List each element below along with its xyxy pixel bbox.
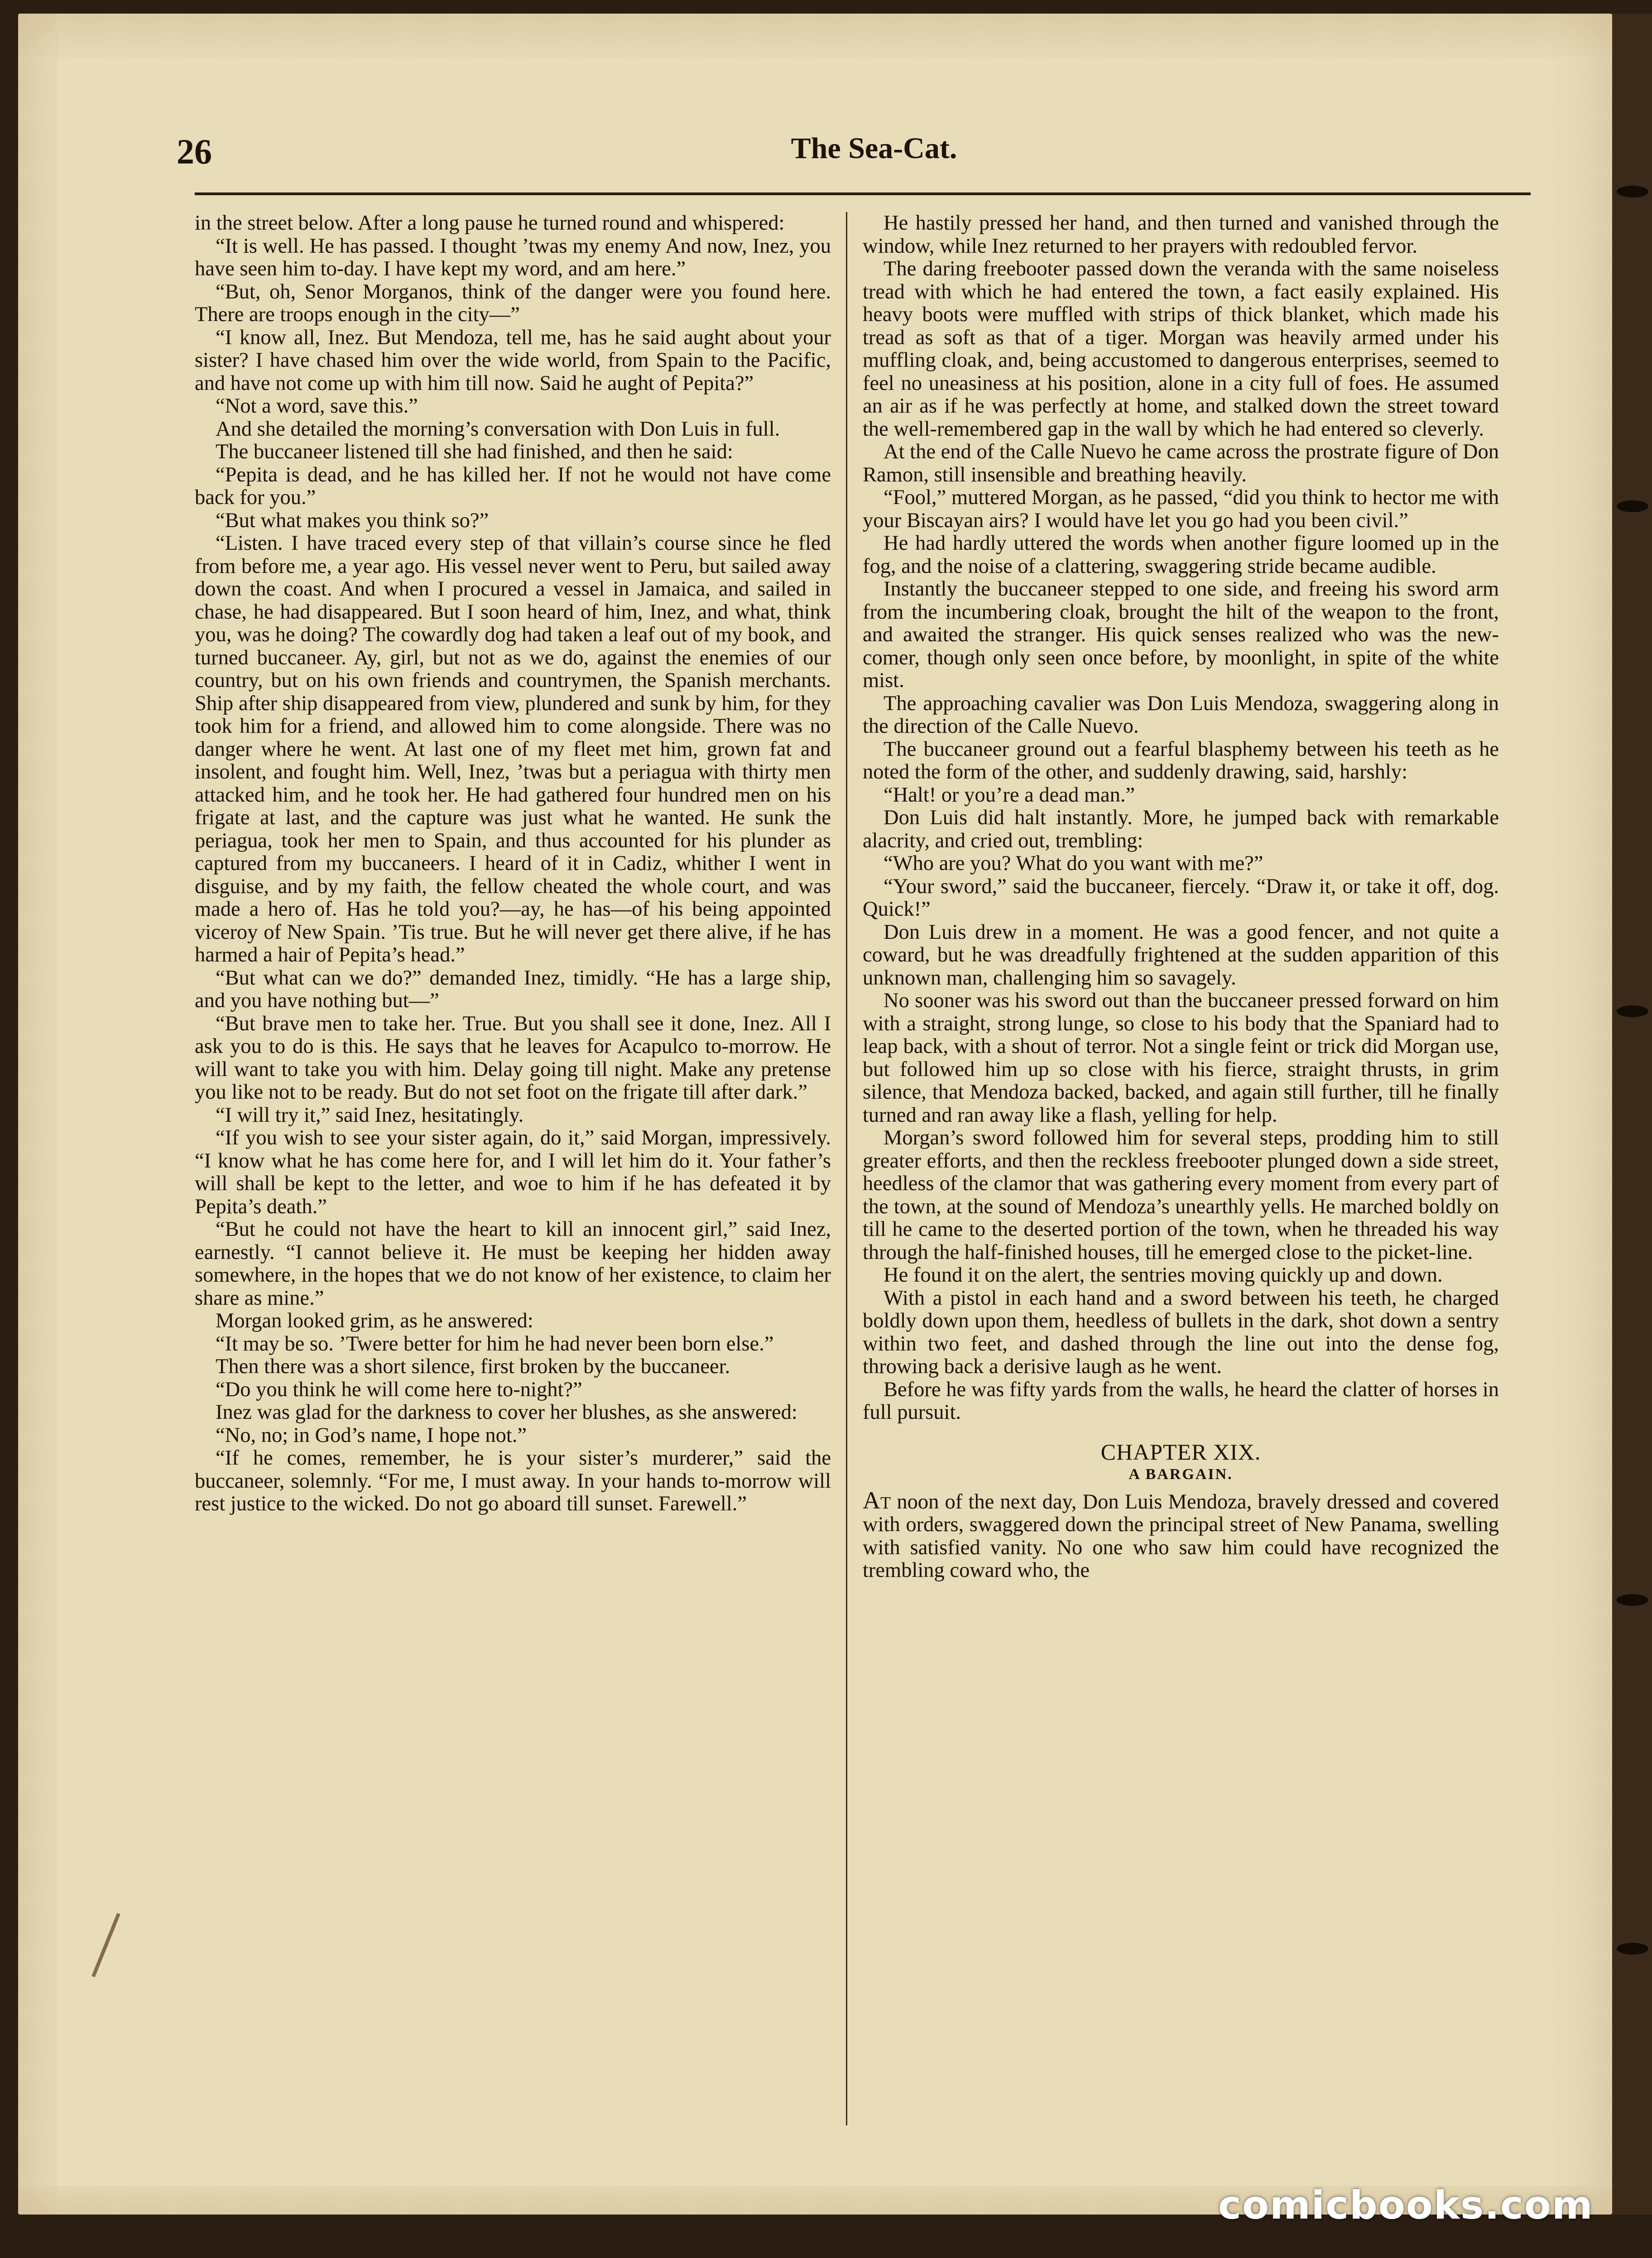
paragraph: He hastily pressed her hand, and then turned and vanished through the window, while Inez returned to her prayers with redoubled fervor. [863,212,1499,258]
paragraph: And she detailed the morning’s conversation with Don Luis in full. [216,417,780,441]
binding-stitch [1617,1943,1648,1955]
paragraph: “But what makes you think so?” [216,509,489,532]
binding-stitch [1617,1594,1648,1606]
paragraph: “But what can we do?” demanded Inez, timidly. “He has a large ship, and you have nothing but—” [195,966,831,1012]
paragraph: Instantly the buccaneer stepped to one side, and freeing his sword arm from the incumbering cloak, brought the hilt of the weapon to the front, and awaited the stranger. His quick senses realized who was the new-comer, though only seen once before, by moonlight, in spite of the white mist. [863,577,1499,692]
paragraph: Don Luis did halt instantly. More, he jumped back with remarkable alacrity, and cried out, trembling: [863,806,1499,852]
paragraph: “Who are you? What do you want with me?” [884,852,1263,875]
left-column [195,212,831,2125]
watermark: comicbooks.com [1218,2183,1594,2228]
paragraph: “Halt! or you’re a dead man.” [884,783,1135,807]
chapter-opening-paragraph [863,1486,1499,1582]
column-divider [846,212,847,2125]
opening-word: At [863,1486,891,1514]
paragraph: “But, oh, Senor Morganos, think of the danger were you found here. There are troops enough in the city—” [195,280,831,326]
paragraph: Before he was fifty yards from the walls, he heard the clatter of horses in full pursuit. [863,1378,1499,1424]
paragraph: “It may be so. ’Twere better for him he had never been born else.” [216,1332,774,1355]
opening-text: noon of the next day, Don Luis Mendoza, bravely dressed and covered with orders, swaggered down the principal street of New Panama, swelling with satisfied vanity. No one who saw him could have recognized the trembling coward who, the [863,1490,1499,1582]
paragraph: “If he comes, remember, he is your sister’s murderer,” said the buccaneer, solemnly. “For me, I must away. In your hands to-morrow will rest justice to the wicked. Do not go aboard till sunset. Farewell.” [195,1446,831,1515]
paragraph: The daring freebooter passed down the veranda with the same noiseless tread with which he had entered the town, a fact easily explained. His heavy boots were muffled with strips of thick blanket, which made his tread as soft as that of a tiger. Morgan was heavily armed under his muffling cloak, and, being accustomed to dangerous enterprises, seemed to feel no uneasiness at his position, alone in a city full of foes. He assumed an air as if he was perfectly at home, and stalked down the street toward the well-remembered gap in the wall by which he had entered so cleverly. [863,257,1499,441]
header-rule [195,192,1531,195]
paragraph: He found it on the alert, the sentries moving quickly up and down. [884,1264,1443,1287]
paragraph: With a pistol in each hand and a sword between his teeth, he charged boldly down upon them, heedless of bullets in the dark, shot down a sentry within two feet, and dashed through the line out into the dense fog, throwing back a derisive laugh as he went. [863,1286,1499,1378]
paragraph: “I will try it,” said Inez, hesitatingly. [216,1103,524,1127]
paragraph: “But he could not have the heart to kill an innocent girl,” said Inez, earnestly. “I cannot believe it. He must be keeping her hidden away somewhere, in the hopes that we do not know of her existence, to claim her share as mine.” [195,1218,831,1310]
paragraph: “But brave men to take her. True. But you shall see it done, Inez. All I ask you to do is this. He says that he leaves for Acapulco to-morrow. He will want to take you with him. Delay going till night. Make any pretense you like not to be ready. But do not set foot on the frigate till after dark.” [195,1012,831,1104]
right-column [863,212,1499,2125]
chapter-title: CHAPTER XIX. [1100,1439,1261,1465]
binding-stitch [1617,186,1648,197]
binding-stitch [1617,1005,1648,1017]
paragraph: “Pepita is dead, and he has killed her. If not he would not have come back for you.” [195,463,831,509]
paragraph: in the street below. After a long pause he turned round and whispered: [195,212,785,235]
page-header [177,131,1571,172]
page-number: 26 [177,132,212,171]
paragraph: “If you wish to see your sister again, do it,” said Morgan, impressively. “I know what he has come here for, and I will let him do it. Your father’s will shall be kept to the letter, and woe to him if he has defeated it by Pepita’s death.” [195,1126,831,1218]
pencil-mark [91,1913,120,1977]
paragraph: Then there was a short silence, first broken by the buccaneer. [216,1355,730,1378]
paragraph: No sooner was his sword out than the buccaneer pressed forward on him with a straight, strong lunge, so close to his body that the Spaniard had to leap back, with a shout of terror. Not a single feint or trick did Morgan use, but followed him up so close with his fierce, straight thrusts, in grim silence, that Mendoza backed, backed, and again still further, till he finally turned and ran away like a flash, yelling for help. [863,989,1499,1127]
paragraph: The buccaneer ground out a fearful blasphemy between his teeth as he noted the form of the other, and suddenly drawing, said, harshly: [863,737,1499,783]
binding-stitch [1617,500,1648,512]
paragraph: “Do you think he will come here to-night?” [216,1378,582,1401]
running-title: The Sea-Cat. [791,132,957,165]
paragraph: Morgan looked grim, as he answered: [216,1309,533,1332]
paragraph: Inez was glad for the darkness to cover her blushes, as she answered: [216,1401,797,1424]
paragraph: At the end of the Calle Nuevo he came across the prostrate figure of Don Ramon, still insensible and breathing heavily. [863,440,1499,486]
paragraph: “It is well. He has passed. I thought ’twas my enemy And now, Inez, you have seen him to-day. I have kept my word, and am here.” [195,234,831,280]
paragraph: “I know all, Inez. But Mendoza, tell me, has he said aught about your sister? I have chased him over the wide world, from Spain to the Pacific, and have not come up with him till now. Said he aught of Pepita?” [195,326,831,395]
paragraph: Morgan’s sword followed him for several steps, prodding him to still greater efforts, and then the reckless freebooter plunged down a side street, heedless of the clamor that was gathering every moment from every part of the town, at the sound of Mendoza’s unearthly yells. He marched boldly on till he came to the deserted portion of the town, when he threaded his way through the half-finished houses, till he emerged close to the picket-line. [863,1126,1499,1264]
paragraph: “Listen. I have traced every step of that villain’s course since he fled from before me, a year ago. His vessel never went to Peru, but sailed away down the coast. And when I procured a vessel in Jamaica, and sailed in chase, he had disappeared. But I soon heard of him, Inez, and what, think you, was he doing? The cowardly dog had taken a leaf out of my book, and turned buccaneer. Ay, girl, but not as we do, against the enemies of our country, but on his own friends and countrymen, the Spanish merchants. Ship after ship disappeared from view, plundered and sunk by him, for they took him for a friend, and allowed him to come alongside. There was no danger where he went. At last one of my fleet met him, grown fat and insolent, and fought him. Well, Inez, ’twas but a periagua with thirty men attacked him, and he took her. He had gathered four hundred men on his frigate at last, and the capture was just what he wanted. He sunk the periagua, took her men to Spain, and thus accounted for his plunder as captured from my buccaneers. I heard of it in Cadiz, whither I went in disguise, and by my faith, the fellow cheated the whole court, and was made a hero of. Has he told you?—ay, he has—of his being appointed viceroy of New Spain. ’Tis true. But he will never get there alive, if he has harmed a hair of Pepita’s head.” [195,532,831,966]
paragraph: “Fool,” muttered Morgan, as he passed, “did you think to hector me with your Biscayan airs? I would have let you go had you been civil.” [863,486,1499,532]
paragraph: “No, no; in God’s name, I hope not.” [216,1423,527,1447]
paragraph: “Your sword,” said the buccaneer, fiercely. “Draw it, or take it off, dog. Quick!” [863,874,1499,921]
paragraph: Don Luis drew in a moment. He was a good fencer, and not quite a coward, but he was dreadfully frightened at the sudden apparition of this unknown man, challenging him so savagely. [863,920,1499,990]
paragraph: The approaching cavalier was Don Luis Mendoza, swaggering along in the direction of the Calle Nuevo. [863,692,1499,738]
paragraph: “Not a word, save this.” [216,394,418,418]
paragraph: He had hardly uttered the words when another figure loomed up in the fog, and the noise of a clattering, swaggering stride became audible. [863,532,1499,578]
book-spine [1612,14,1652,2215]
paragraph: The buccaneer listened till she had finished, and then he said: [216,440,733,463]
chapter-subtitle: A BARGAIN. [1129,1466,1233,1483]
